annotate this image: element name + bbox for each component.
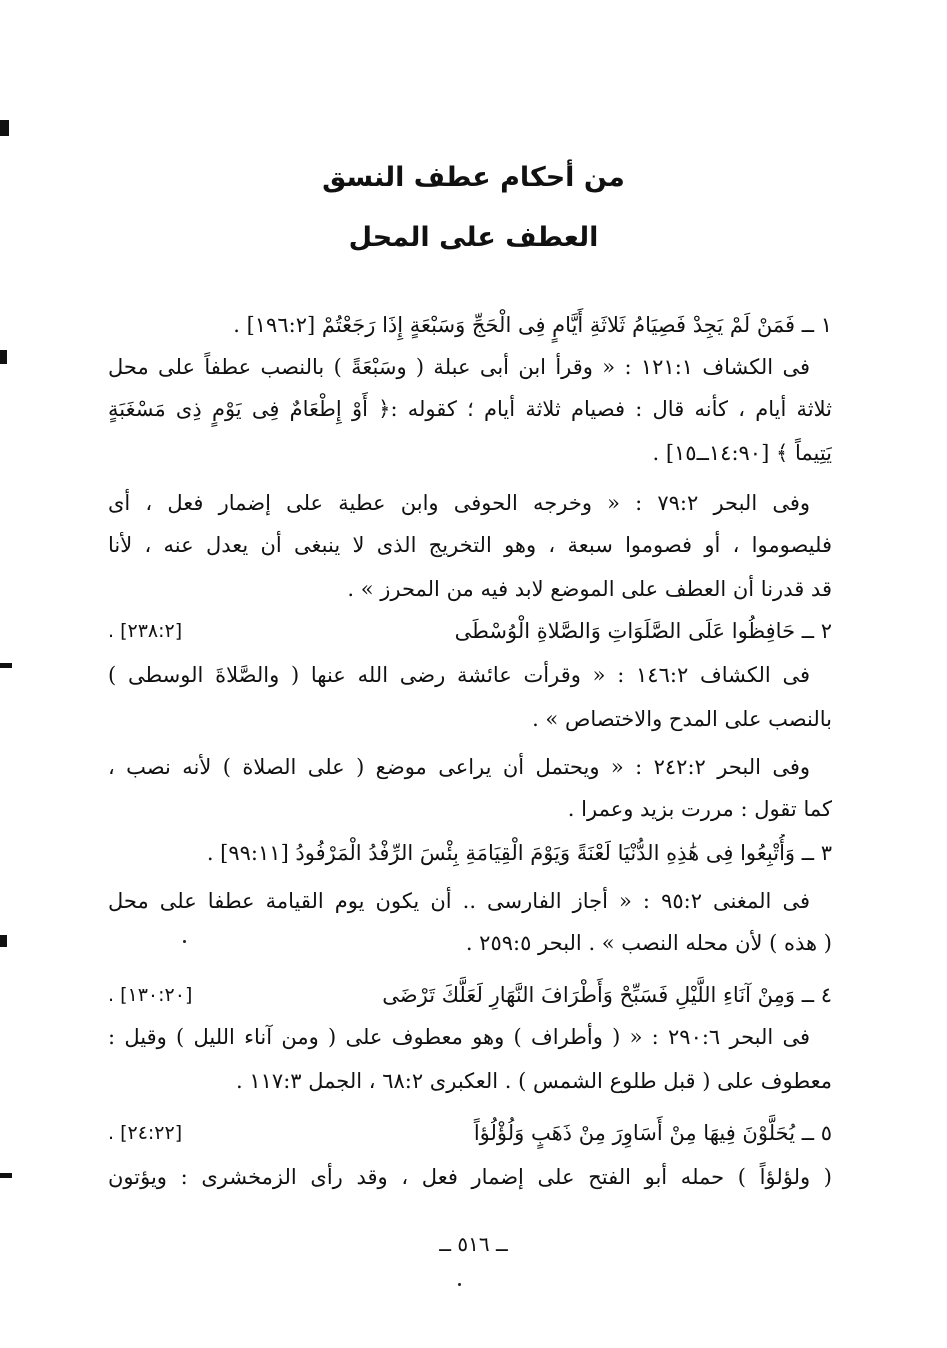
verse-reference: [٢٣٨:٢] . [108,620,183,642]
margin-mark [0,1173,12,1178]
verse-line [108,1114,832,1152]
scan-speck [458,1283,461,1286]
text-line: كما تقول : مررت بزيد وعمرا . [567,797,832,821]
margin-mark [0,120,9,136]
text-line: فليصوموا ، أو فصوموا سبعة ، وهو التخريج الذى لا ينبغى أن يعدل عنه ، لأنا [108,533,832,557]
text-line: ٣ ــ وَأُتْبِعُوا فِى هَٰذِهِ الدُّنْيَا لَعْنَةً وَيَوْمَ الْقِيَامَةِ بِئْسَ الرِّفْدُ الْمَرْفُودُ [٩٩:١١] . [206,841,832,865]
text-line: يَتِيماً ﴾ [١٤:٩٠ــ١٥] . [652,441,832,465]
verse-text: ٢ ــ حَافِظُوا عَلَى الصَّلَوَاتِ وَالصَّلاةِ الْوُسْطَى [454,619,832,643]
margin-mark [0,350,7,364]
page-title: من أحكام عطف النسق [322,162,625,193]
text-line: ( هذه ) لأن محله النصب » . البحر ٢٥٩:٥ . [465,931,832,955]
scan-speck [183,940,186,943]
text-line: بالنصب على المدح والاختصاص » . [532,707,832,731]
text-line: فى المغنى ٩٥:٢ : « أجاز الفارسى .. أن يكون يوم القيامة عطفا على محل [108,889,810,913]
text-line: فى الكشاف ١٢١:١ : « وقرأ ابن أبى عبلة ( وسَبْعَةً ) بالنصب عطفاً على محل [108,355,810,379]
verse-line [108,976,832,1014]
margin-mark [0,935,7,947]
text-line: ١ ــ فَمَنْ لَمْ يَجِدْ فَصِيَامُ ثَلاثَةِ أَيَّامٍ فِى الْحَجِّ وَسَبْعَةٍ إِذَا رَجَعْتُمْ [١٩٦:٢] . [233,313,832,337]
verse-reference: [١٣٠:٢٠] . [108,984,193,1006]
text-line: فى الكشاف ١٤٦:٢ : « وقرأت عائشة رضى الله عنها ( والصَّلاةَ الوسطى ) [108,663,810,687]
verse-text: ٥ ــ يُحَلَّوْنَ فِيهَا مِنْ أَسَاوِرَ مِنْ ذَهَبٍ وَلُؤْلُؤاً [473,1121,832,1145]
text-line: ( ولؤلؤاً ) حمله أبو الفتح على إضمار فعل ، وقد رأى الزمخشرى : ويؤتون [108,1165,832,1189]
text-line: قد قدرنا أن العطف على الموضع لابد فيه من المحرز » . [347,577,832,601]
text-line: وفى البحر ٧٩:٢ : « وخرجه الحوفى وابن عطية على إضمار فعل ، أى [108,491,811,515]
text-line: وفى البحر ٢٤٢:٢ : « ويحتمل أن يراعى موضع ( على الصلاة ) لأنه نصب ، [108,755,811,779]
page-number: ــ ٥١٦ ــ [439,1232,508,1256]
verse-reference: [٢٤:٢٢] . [108,1122,183,1144]
text-line: معطوف على ( قبل طلوع الشمس ) . العكبرى ٦٨:٢ ، الجمل ١١٧:٣ . [236,1069,832,1093]
verse-line [108,612,832,650]
text-line: ثلاثة أيام ، كأنه قال : فصيام ثلاثة أيام ؛ كقوله :﴿ أَوْ إِطْعَامٌ فِى يَوْمٍ ذِى مَسْغَبَةٍ [108,397,832,421]
section-subtitle: العطف على المحل [348,222,599,253]
verse-text: ٤ ــ وَمِنْ آنَاءِ اللَّيْلِ فَسَبِّحْ وَأَطْرَافَ النَّهَارِ لَعَلَّكَ تَرْضَى [382,983,832,1007]
text-line: فى البحر ٢٩٠:٦ : « ( وأطراف ) وهو معطوف على ( ومن آناء الليل ) وقيل : [108,1025,810,1049]
margin-mark [0,663,12,668]
